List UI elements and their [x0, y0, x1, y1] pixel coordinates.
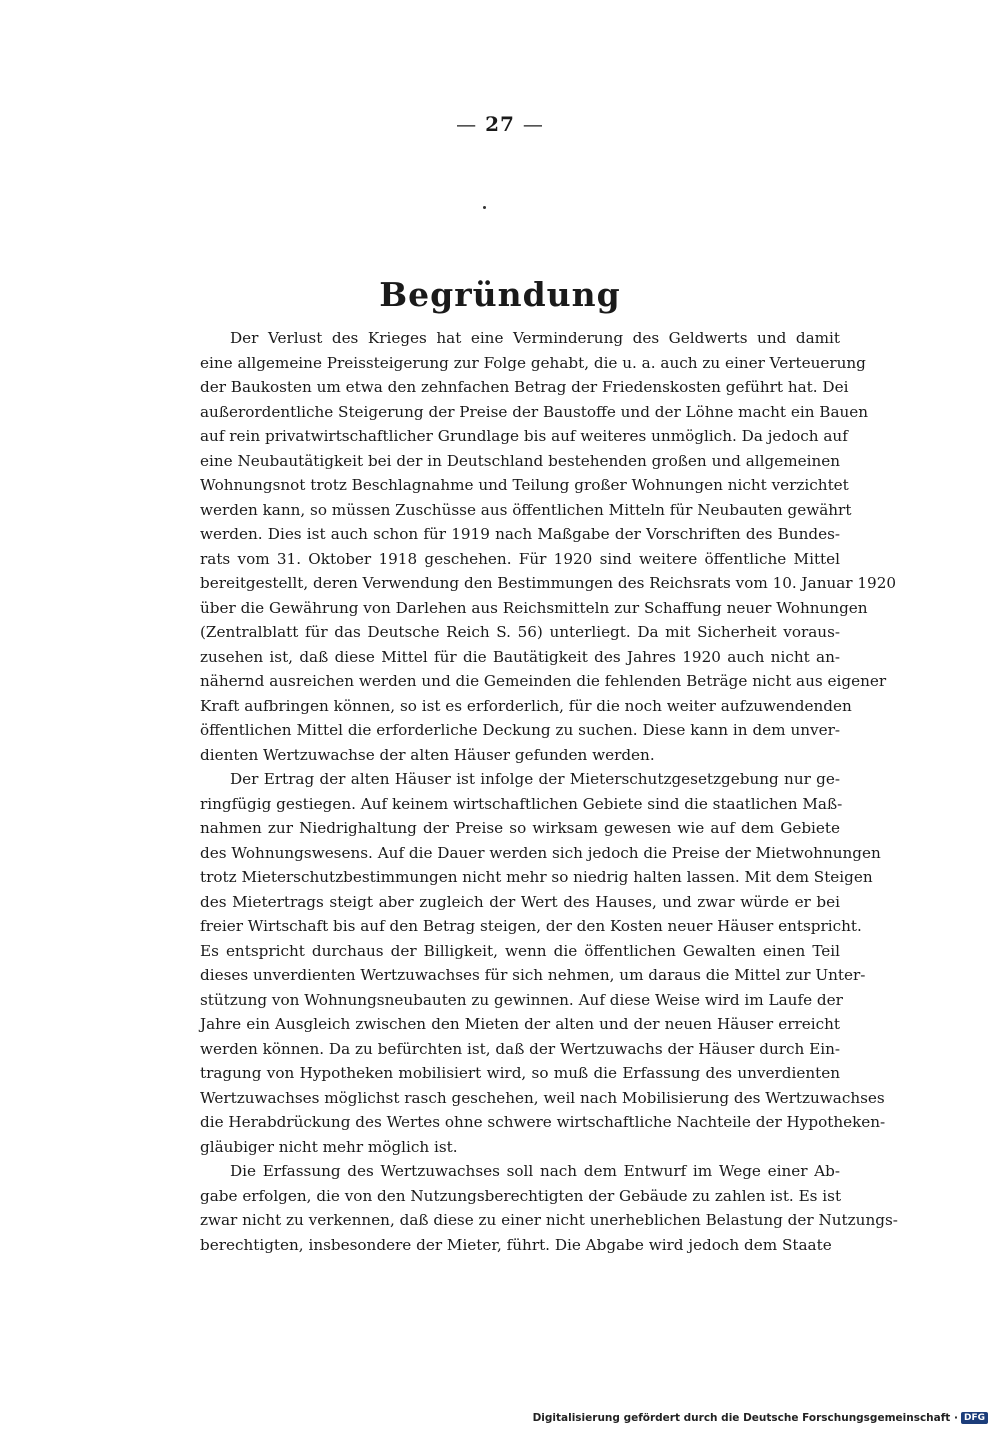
footer-text: Digitalisierung gefördert durch die Deutsche Forschungsgemeinschaft · — [532, 1412, 958, 1424]
text-line: (Zentralblatt für das Deutsche Reich S. 56) unterliegt. Da mit Sicherheit voraus- — [200, 623, 840, 641]
paragraph — [200, 767, 886, 1159]
text-line: werden können. Da zu befürchten ist, daß der Wertzuwachs der Häuser durch Ein- — [200, 1039, 840, 1058]
text-line: freier Wirtschaft bis auf den Betrag steigen, der den Kosten neuer Häuser entspricht. — [200, 917, 862, 935]
paragraph — [200, 326, 897, 767]
text-line: zwar nicht zu verkennen, daß diese zu einer nicht unerheblichen Belastung der Nutzungs- — [200, 1211, 898, 1229]
text-line: des Mietertrags steigt aber zugleich der Wert des Hauses, und zwar würde er bei — [200, 892, 840, 911]
text-line: zusehen ist, daß diese Mittel für die Bautätigkeit des Jahres 1920 auch nicht an- — [200, 647, 840, 666]
text-line: tragung von Hypotheken mobilisiert wird, so muß die Erfassung des unverdienten — [200, 1064, 840, 1082]
text-line: Die Erfassung des Wertzuwachses soll nach dem Entwurf im Wege einer Ab- — [230, 1162, 840, 1180]
text-line: berechtigten, insbesondere der Mieter, führt. Die Abgabe wird jedoch dem Staate — [200, 1235, 832, 1254]
text-line: gläubiger nicht mehr möglich ist. — [200, 1137, 458, 1156]
decorative-dot — [483, 206, 486, 209]
text-line: des Wohnungswesens. Auf die Dauer werden sich jedoch die Preise der Mietwohnungen — [200, 843, 881, 862]
text-line: werden. Dies ist auch schon für 1919 nach Maßgabe der Vorschriften des Bundes- — [200, 525, 840, 543]
paragraph — [200, 1159, 898, 1257]
text-line: außerordentliche Steigerung der Preise der Baustoffe und der Löhne macht ein Bauen — [200, 402, 869, 421]
dfg-logo: DFG — [961, 1412, 988, 1424]
text-line: stützung von Wohnungsneubauten zu gewinnen. Auf diese Weise wird im Laufe der — [200, 990, 843, 1009]
text-line: öffentlichen Mittel die erforderliche Deckung zu suchen. Diese kann in dem unver- — [200, 721, 840, 739]
text-line: auf rein privatwirtschaftlicher Grundlage bis auf weiteres unmöglich. Da jedoch auf — [200, 427, 848, 445]
text-line: Wohnungsnot trotz Beschlagnahme und Teilung großer Wohnungen nicht verzichtet — [200, 476, 849, 494]
text-line: dieses unverdienten Wertzuwachses für sich nehmen, um daraus die Mittel zur Unter- — [200, 966, 866, 984]
text-line: der Baukosten um etwa den zehnfachen Betrag der Friedenskosten geführt hat. Dei — [200, 378, 849, 396]
text-line: rats vom 31. Oktober 1918 geschehen. Für 1920 sind weitere öffentliche Mittel — [200, 549, 840, 568]
body-text — [200, 326, 898, 1257]
text-line: nahmen zur Niedrighaltung der Preise so wirksam gewesen wie auf dem Gebiete — [200, 819, 840, 837]
text-line: nähernd ausreichen werden und die Gemeinden die fehlenden Beträge nicht aus eigener — [200, 672, 887, 690]
page-number-dash-left: — — [456, 112, 478, 136]
page-number-value: 27 — [485, 112, 515, 136]
page-number-dash-right: — — [522, 112, 544, 136]
text-line: Der Verlust des Krieges hat eine Verminderung des Geldwerts und damit — [230, 329, 840, 347]
text-line: über die Gewährung von Darlehen aus Reichsmitteln zur Schaffung neuer Wohnungen — [200, 598, 868, 617]
text-line: ringfügig gestiegen. Auf keinem wirtschaftlichen Gebiete sind die staatlichen Maß- — [200, 794, 843, 813]
text-line: trotz Mieterschutzbestimmungen nicht mehr so niedrig halten lassen. Mit dem Steigen — [200, 868, 873, 886]
text-line: Der Ertrag der alten Häuser ist infolge der Mieterschutzgesetzgebung nur ge- — [230, 770, 840, 788]
text-line: dienten Wertzuwachse der alten Häuser gefunden werden. — [200, 745, 655, 764]
text-line: die Herabdrückung des Wertes ohne schwere wirtschaftliche Nachteile der Hypotheken- — [200, 1113, 886, 1131]
text-line: eine allgemeine Preissteigerung zur Folge gehabt, die u. a. auch zu einer Verteuerung — [200, 353, 866, 372]
text-line: bereitgestellt, deren Verwendung den Bestimmungen des Reichsrats vom 10. Januar 1920 — [200, 574, 897, 592]
text-line: eine Neubautätigkeit bei der in Deutschland bestehenden großen und allgemeinen — [200, 451, 840, 470]
text-line: Es entspricht durchaus der Billigkeit, wenn die öffentlichen Gewalten einen Teil — [200, 941, 840, 960]
page-number — [420, 112, 580, 136]
text-line: Kraft aufbringen können, so ist es erforderlich, für die noch weiter aufzuwendenden — [200, 696, 852, 715]
text-line: Jahre ein Ausgleich zwischen den Mieten der alten und der neuen Häuser erreicht — [200, 1015, 840, 1033]
page-title: Begründung — [379, 275, 621, 314]
text-line: werden kann, so müssen Zuschüsse aus öffentlichen Mitteln für Neubauten gewährt — [200, 500, 852, 519]
text-line: gabe erfolgen, die von den Nutzungsberechtigten der Gebäude zu zahlen ist. Es ist — [200, 1186, 842, 1205]
footer — [533, 1412, 988, 1424]
text-line: Wertzuwachses möglichst rasch geschehen, weil nach Mobilisierung des Wertzuwachses — [200, 1088, 885, 1107]
